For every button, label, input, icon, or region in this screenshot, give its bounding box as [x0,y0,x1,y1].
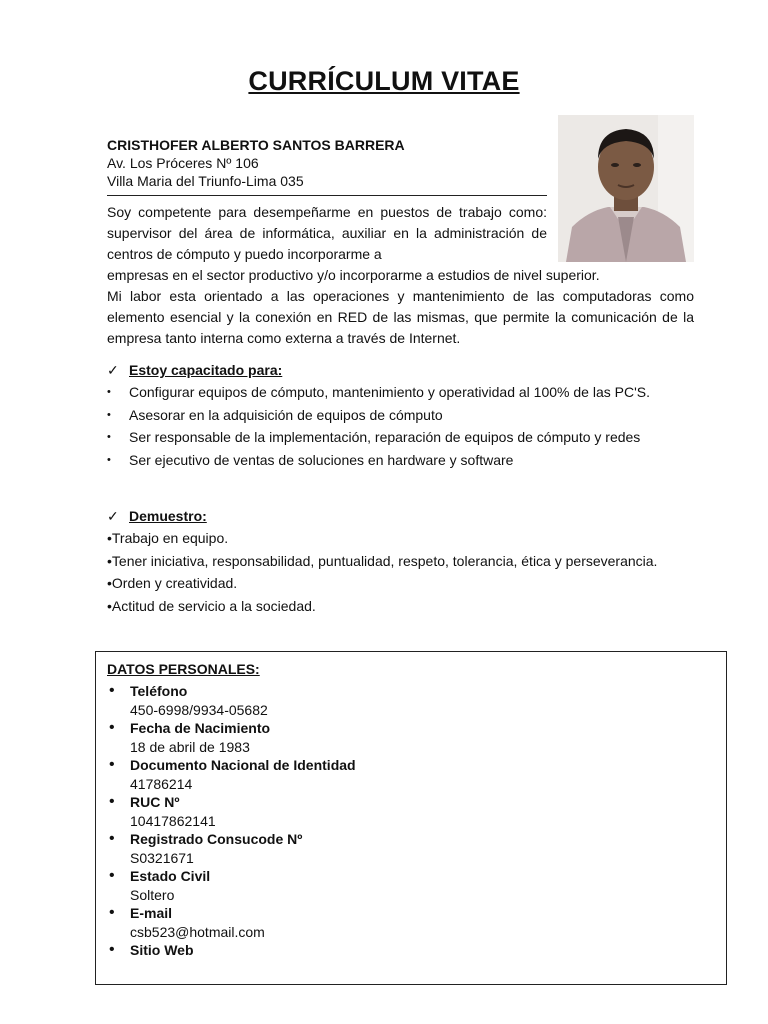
candidate-name: CRISTHOFER ALBERTO SANTOS BARRERA [107,137,405,153]
address-line-1: Av. Los Próceres Nº 106 [107,155,259,171]
skills-heading-text: Estoy capacitado para: [129,362,283,378]
list-item: • Configurar equipos de cómputo, mantenimiento y operatividad al 100% de las PC'S. [107,381,694,404]
list-item: •Tener iniciativa, responsabilidad, puntualidad, respeto, tolerancia, ética y perseverancia. [107,552,658,569]
field-value: S0321671 [130,849,194,866]
list-item: •Actitud de servicio a la sociedad. [107,597,316,614]
list-item: •Orden y creatividad. [107,575,238,591]
personal-item-phone [107,682,707,719]
summary-paragraph-2: Mi labor esta orientado a las operaciones y mantenimiento de las computadoras como elemento esencial y la conexión en RED de las mismas, que permite la comunicación de la empresa tanto interna como externa a través de Internet. [107,288,694,346]
field-value: 450-6998/9934-05682 [130,701,268,718]
personal-data-box [95,651,727,985]
field-label: • Fecha de Nacimiento [130,720,271,736]
field-label: • RUC Nº [130,794,180,810]
demo-heading-text: Demuestro: [129,508,207,524]
document-title: CURRÍCULUM VITAE [248,66,520,96]
demo-list [107,527,662,617]
checkmark-icon: ✓ [107,508,119,524]
field-value: Soltero [130,886,175,903]
field-value: csb523@hotmail.com [130,923,265,940]
personal-item-birthdate [107,719,707,756]
field-label: • Documento Nacional de Identidad [130,757,356,773]
summary-paragraph-1-continued: empresas en el sector productivo y/o incorporarme a estudios de nivel superior. [107,267,600,283]
field-value: 10417862141 [130,812,216,829]
field-value: 18 de abril de 1983 [130,738,250,755]
field-label: • Teléfono [130,683,188,699]
demo-heading [107,508,207,525]
contact-header [107,136,547,190]
personal-item-civil-status [107,867,707,904]
field-label: • E-mail [130,905,173,921]
personal-item-email [107,904,707,941]
personal-data-heading: DATOS PERSONALES: [107,661,260,677]
address-line-2: Villa Maria del Triunfo-Lima 035 [107,173,304,189]
skills-list [107,381,694,471]
list-item: • Asesorar en la adquisición de equipos de cómputo [107,404,694,427]
skills-heading [107,362,282,379]
list-item: • Ser responsable de la implementación, reparación de equipos de cómputo y redes [107,426,694,449]
personal-item-website [107,941,707,960]
personal-item-dni [107,756,707,793]
list-item: •Trabajo en equipo. [107,530,229,546]
personal-item-ruc [107,793,707,830]
personal-data-list [107,682,707,960]
header-divider [107,195,547,196]
checkmark-icon: ✓ [107,362,119,378]
list-item: • Ser ejecutivo de ventas de soluciones en hardware y software [107,449,694,472]
summary-paragraph-1: Soy competente para desempeñarme en puestos de trabajo como: supervisor del área de informática, auxiliar en la administración de centros de cómputo y puedo incorporarme a [107,204,547,262]
profile-summary [107,202,694,349]
field-label: • Estado Civil [130,868,211,884]
field-value: 41786214 [130,775,193,792]
field-label: • Registrado Consucode Nº [130,831,303,847]
personal-item-consucode [107,830,707,867]
field-label: • Sitio Web [130,942,194,958]
